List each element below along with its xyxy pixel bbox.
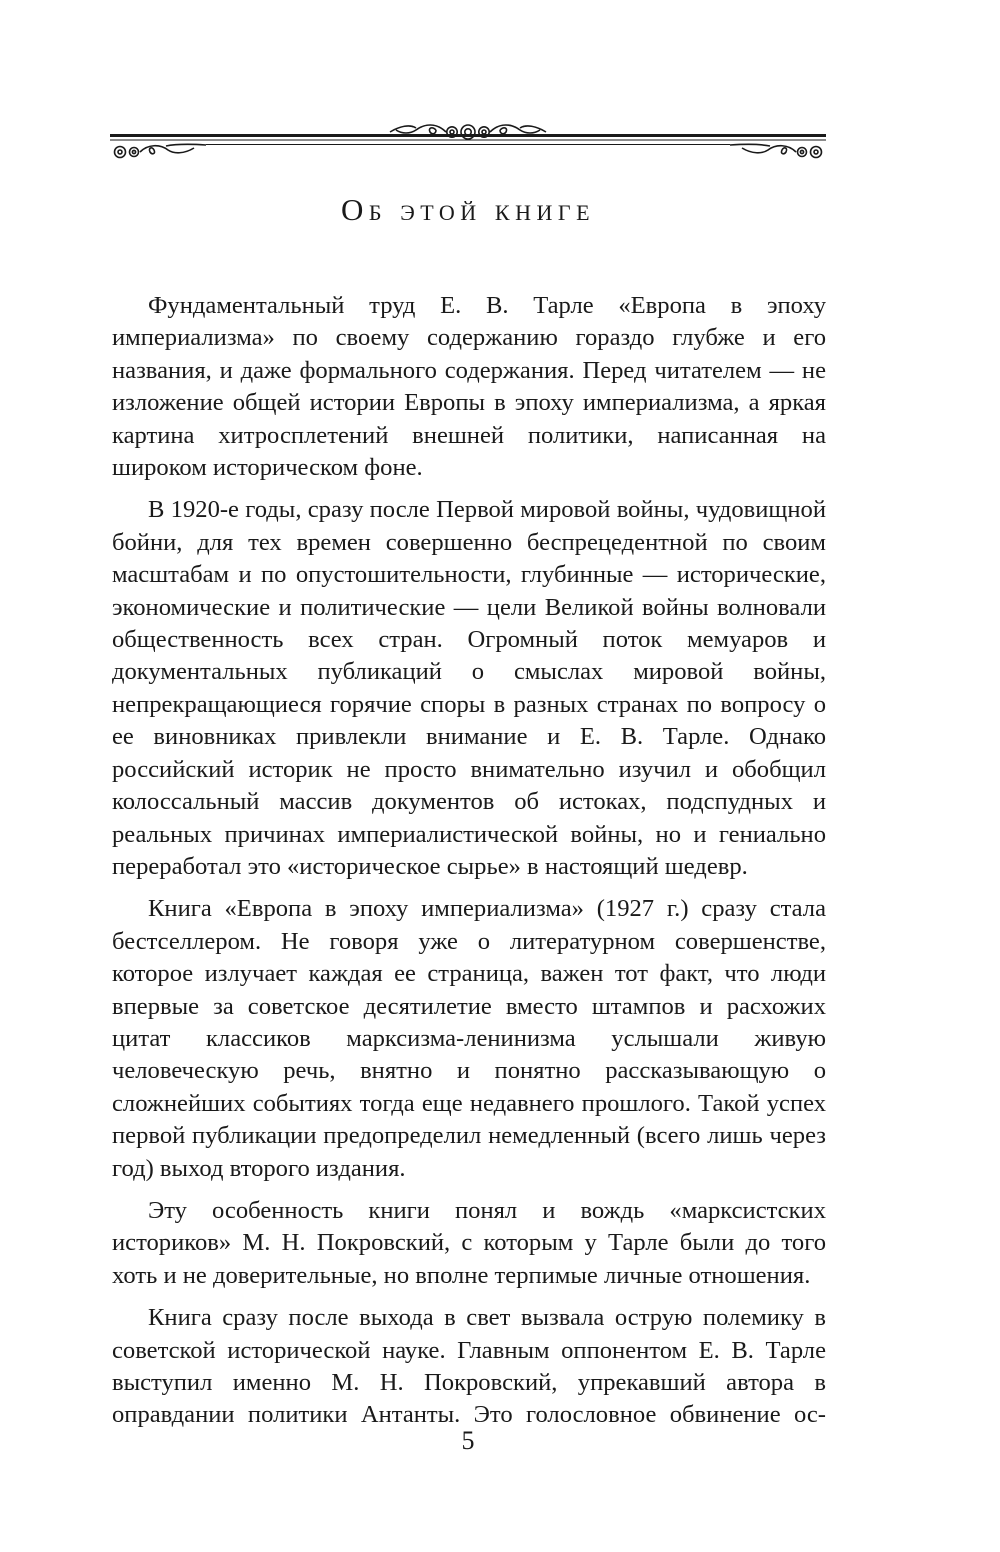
ornament-left-flourish: [115, 144, 207, 157]
header-ornament: [110, 118, 826, 170]
page-title: Об этой книге: [340, 192, 596, 227]
paragraph-2: В 1920-е годы, сразу после Первой мировой войны, чудовищной бойни, для тех времен совершенно беспрецедентной по своим масштабам и по опустошительности, глубинные — исторические, экономические и политические — цели Великой войны волновали общественность всех стран. Огромный поток мемуаров и документальных публикаций о смыслах мировой войны, непрекращающиеся горячие споры в разных странах по вопросу о ее виновниках привлекли внимание и Е. В. Тарле. Однако российский историк не просто внимательно изучил и обобщил колоссальный массив документов об истоках, подспудных и реальных причинах империалистической войны, но и гениально переработал это «историческое сырье» в настоящий шедевр.: [112, 496, 826, 880]
paragraph-1: Фундаментальный труд Е. В. Тарле «Европа в эпоху империализма» по своему содержанию гораздо глубже и его названия, и даже формального содержания. Перед читателем — не изложение общей истории Европы в эпоху империализма, а яркая картина хитросплетений внешней политики, написанная на широком историческом фоне.: [112, 292, 826, 482]
paragraph-4: Эту особенность книги понял и вождь «марксистских историков» М. Н. Покровский, с которым у Тарле были до того хоть и не доверительные, но вполне терпимые личные отношения.: [112, 1196, 826, 1289]
page-number: 5: [461, 1426, 475, 1455]
paragraph-5: Книга сразу после выхода в свет вызвала острую полемику в советской исторической науке. Главным оппонентом Е. В. Тарле выступил именно М. Н. Покровский, упрекавший автора в оправдании политики Антанты. Это голословное обвинение ос-: [112, 1304, 826, 1429]
ornament-bottom-rule: [206, 144, 730, 145]
paragraph-3: Книга «Европа в эпоху империализма» (1927 г.) сразу стала бестселлером. Не говоря уже о литературном совершенстве, которое излучает каждая ее страница, важен тот факт, что люди впервые за советское десятилетие вместо штампов и расхожих цитат классиков марксизма-ленинизма услышали живую человеческую речь, внятно и понятно рассказывающую о сложнейших событиях тогда еще недавнего прошлого. Такой успех первой публикации предопределил немедленный (всего лишь через год) выход второго издания.: [112, 895, 826, 1182]
ornament-right-flourish: [730, 144, 822, 157]
body-text: [112, 290, 826, 1442]
